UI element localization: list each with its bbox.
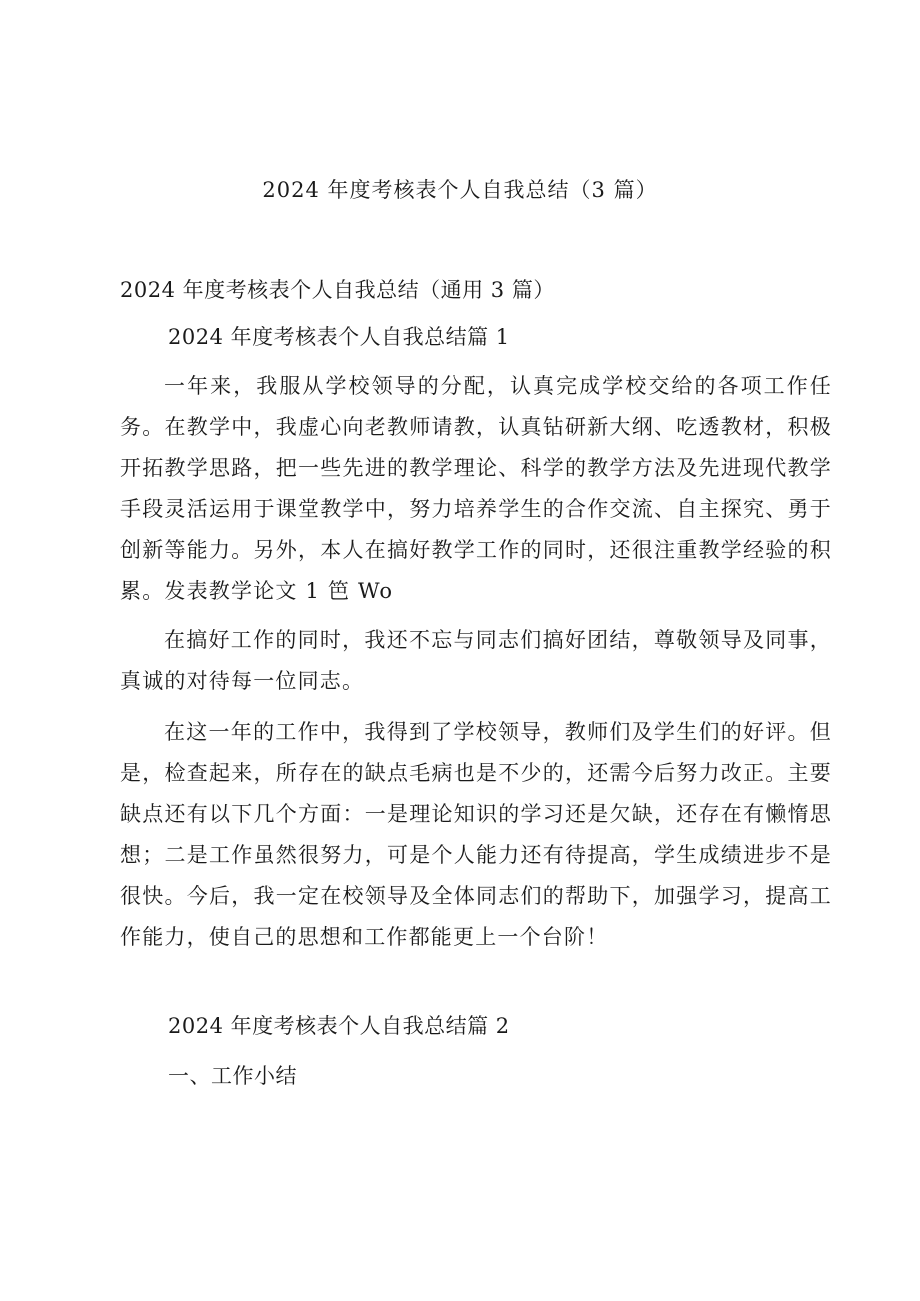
section-item-1: 一、工作小结 [168,1064,297,1088]
section-heading-2: 2024 年度考核表个人自我总结篇 2 [168,1014,510,1038]
document-subtitle: 2024 年度考核表个人自我总结（通用 3 篇） [120,278,555,302]
paragraph-1: 一年来，我服从学校领导的分配，认真完成学校交给的各项工作任务。在教学中，我虚心向老教师请教，认真钻研新大纲、吃透教材，积极开拓教学思路，把一些先进的教学理论、科学的教学方法及先进现代教学手段灵活运用于课堂教学中，努力培养学生的合作交流、自主探究、勇于创新等能力。另外，本人在搞好教学工作的同时，还很注重教学经验的积累。发表教学论文 1 笆 Wo [120,374,832,603]
paragraph-3: 在这一年的工作中，我得到了学校领导，教师们及学生们的好评。但是，检查起来，所存在的缺点毛病也是不少的，还需今后努力改正。主要缺点还有以下几个方面：一是理论知识的学习还是欠缺，还存在有懒惰思想；二是工作虽然很努力，可是个人能力还有待提高，学生成绩进步不是很快。今后，我一定在校领导及全体同志们的帮助下，加强学习，提高工作能力，使自己的思想和工作都能更上一个台阶！ [120,720,832,949]
section-heading-1: 2024 年度考核表个人自我总结篇 1 [168,325,510,349]
document-title: 2024 年度考核表个人自我总结（3 篇） [262,178,658,202]
paragraph-2: 在搞好工作的同时，我还不忘与同志们搞好团结，尊敬领导及同事，真诚的对待每一位同志。 [120,628,832,693]
